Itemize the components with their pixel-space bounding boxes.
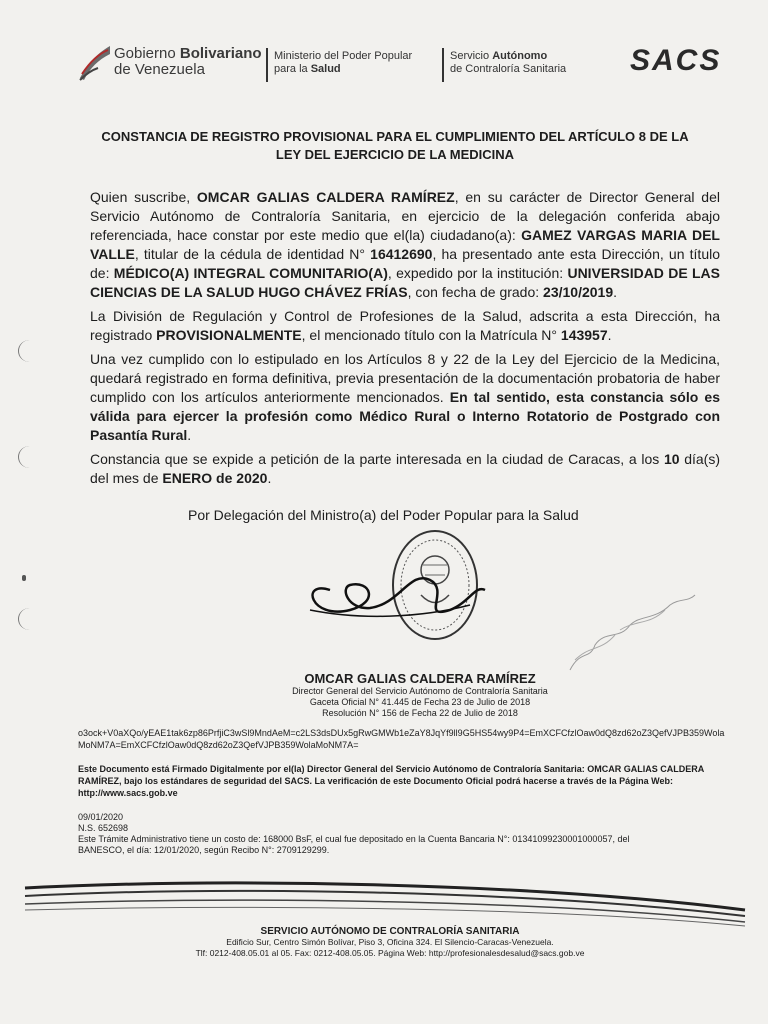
text: Constancia que se expide a petición de la parte interesada en la ciudad de Caracas, a los	[90, 451, 664, 467]
ministry-line1: Ministerio del Poder Popular	[274, 50, 413, 62]
footer-decorative-lines	[20, 870, 750, 930]
text: .	[613, 284, 618, 300]
text: .	[607, 327, 612, 343]
gov-country: de Venezuela	[114, 61, 205, 78]
degree-title: MÉDICO(A) INTEGRAL COMUNITARIO(A)	[113, 265, 388, 281]
sacs-logo: SACS	[630, 44, 722, 77]
ministry-line2: para la	[274, 63, 311, 75]
validity-notice: En tal sentido, esta constancia sólo es válida para ejercer la profesión como Médico Rural o Interno Rotatorio de Postgrado con Pasantía Rural	[90, 389, 720, 443]
issue-date: 09/01/2020	[78, 812, 124, 822]
gazette-reference: Gaceta Oficial N° 41.445 de Fecha 23 de Julio de 2018	[309, 697, 531, 707]
payment-info: Este Trámite Administrativo tiene un costo de: 168000 BsF, el cual fue depositado en la Cuenta Bancaria N°: 01341099230001000057, del	[78, 834, 630, 844]
issue-day: 10	[663, 451, 680, 467]
divider	[442, 48, 444, 82]
text: La División de Regulación y Control de Profesiones de la Salud, adscrita a esta Dirección, ha registrado	[90, 308, 720, 343]
footer	[150, 926, 630, 959]
paragraph-certification	[90, 188, 720, 302]
signer-role: Director General del Servicio Autónomo de Contraloría Sanitaria	[292, 686, 548, 696]
letterhead	[78, 40, 728, 90]
digital-hash: o3ock+V0aXQo/yEAE1tak6zp86PrfjiC3wSl9MndAeM=c2LS3dsDUx5gRwGMWb1eZaY8JqYf9ll9G5HS54wy9P4=EmXCFCfzlOaw0dQ8zd62oZ3QefVJPB359WolaMoNM7A=EmXCFCfzlOaw0dQ8zd62oZ3QefVJPB359WolaMoNM7A=	[78, 728, 725, 750]
gov-bold-text: Bolivariano	[179, 45, 262, 62]
registration-status: PROVISIONALMENTE	[156, 327, 302, 343]
service-name	[450, 50, 566, 76]
paragraph-registration	[90, 307, 720, 345]
venezuela-flag-icon	[78, 44, 112, 82]
government-name	[114, 46, 262, 78]
ministry-line2-bold: Salud	[310, 63, 341, 75]
id-number: 16412690	[370, 246, 433, 262]
registration-number: 143957	[560, 327, 608, 343]
divider	[266, 48, 268, 82]
text: Quien suscribe,	[90, 189, 197, 205]
text: día(s) del mes de	[90, 451, 720, 486]
text: , expedido por la institución:	[387, 265, 568, 281]
title-line1: CONSTANCIA DE REGISTRO PROVISIONAL PARA EL CUMPLIMIENTO DEL ARTÍCULO 8 DE LA	[101, 129, 689, 144]
punch-hole	[18, 446, 41, 468]
citizen-name: GAMEZ VARGAS MARIA DEL VALLE	[90, 227, 720, 262]
text: , con fecha de grado:	[407, 284, 544, 300]
delegation-line: Por Delegación del Ministro(a) del Poder Popular para la Salud	[188, 507, 579, 523]
punch-hole	[18, 340, 41, 362]
handwritten-note-icon	[560, 590, 700, 680]
text: Una vez cumplido con lo estipulado en los Artículos 8 y 22 de la Ley del Ejercicio de la Medicina, quedará registrado en forma definitiva, previa presentación de la documentación probatoria de haber cumplido con los artículos anteriormente mencionados.	[90, 351, 720, 405]
resolution-reference: Resolución N° 156 de Fecha 22 de Julio de 2018	[322, 708, 518, 718]
service-line1-bold: Autónomo	[492, 50, 548, 62]
text: , titular de la cédula de identidad N°	[134, 246, 371, 262]
payment-info: BANESCO, el día: 12/01/2020, según Recibo N°: 2709129299.	[78, 845, 330, 855]
ns-number: N.S. 652698	[78, 823, 129, 833]
footer-address: Edificio Sur, Centro Simón Bolívar, Piso 3, Oficina 324. El Silencio-Caracas-Venezuela.	[226, 937, 554, 947]
transaction-meta	[78, 812, 728, 856]
punch-mark	[22, 575, 26, 581]
institution-name: UNIVERSIDAD DE LAS CIENCIAS DE LA SALUD HUGO CHÁVEZ FRÍAS	[90, 265, 720, 300]
handwritten-signature-icon	[300, 560, 490, 630]
footer-contact: Tlf: 0212-408.05.01 al 05. Fax: 0212-408.05.05. Página Web: http://profesionalesdesalud@sacs.gob.ve	[195, 948, 585, 958]
paragraph-conditions	[90, 350, 720, 445]
text: , el mencionado título con la Matrícula N°	[301, 327, 561, 343]
ministry-name	[274, 50, 412, 76]
text: .	[187, 427, 192, 443]
punch-hole	[18, 608, 41, 630]
document-title	[70, 128, 720, 164]
signer-block	[260, 671, 580, 719]
service-line1: Servicio	[450, 50, 493, 62]
document-body	[90, 188, 720, 493]
title-line2: LEY DEL EJERCICIO DE LA MEDICINA	[275, 147, 515, 162]
text: , ha presentado ante esta Dirección, un título de:	[90, 246, 721, 281]
signer-name: OMCAR GALIAS CALDERA RAMÍREZ	[304, 671, 536, 686]
gov-text: Gobierno	[114, 45, 180, 62]
issue-month: ENERO de 2020	[162, 470, 268, 486]
text: .	[267, 470, 272, 486]
graduation-date: 23/10/2019	[543, 284, 614, 300]
service-line2: de Contraloría Sanitaria	[450, 63, 567, 75]
text: , en su carácter de Director General del Servicio Autónomo de Contraloría Sanitaria, en ejercicio de la delegación conferida abajo referenciada, hace constar por este medio que el(la) ciudadano(a):	[90, 189, 720, 243]
paragraph-issuance	[90, 450, 720, 488]
footer-title: SERVICIO AUTÓNOMO DE CONTRALORÍA SANITARIA	[260, 926, 520, 937]
director-name: OMCAR GALIAS CALDERA RAMÍREZ	[196, 189, 455, 205]
digital-signature-notice: Este Documento está Firmado Digitalmente por el(la) Director General del Servicio Autónomo de Contraloría Sanitaria: OMCAR GALIAS CALDERA RAMÍREZ, bajo los estándares de seguridad del SACS. La verificación de este Documento Oficial podrá hacerse a través de la Página Web: http://www.sacs.gob.ve	[78, 764, 704, 798]
